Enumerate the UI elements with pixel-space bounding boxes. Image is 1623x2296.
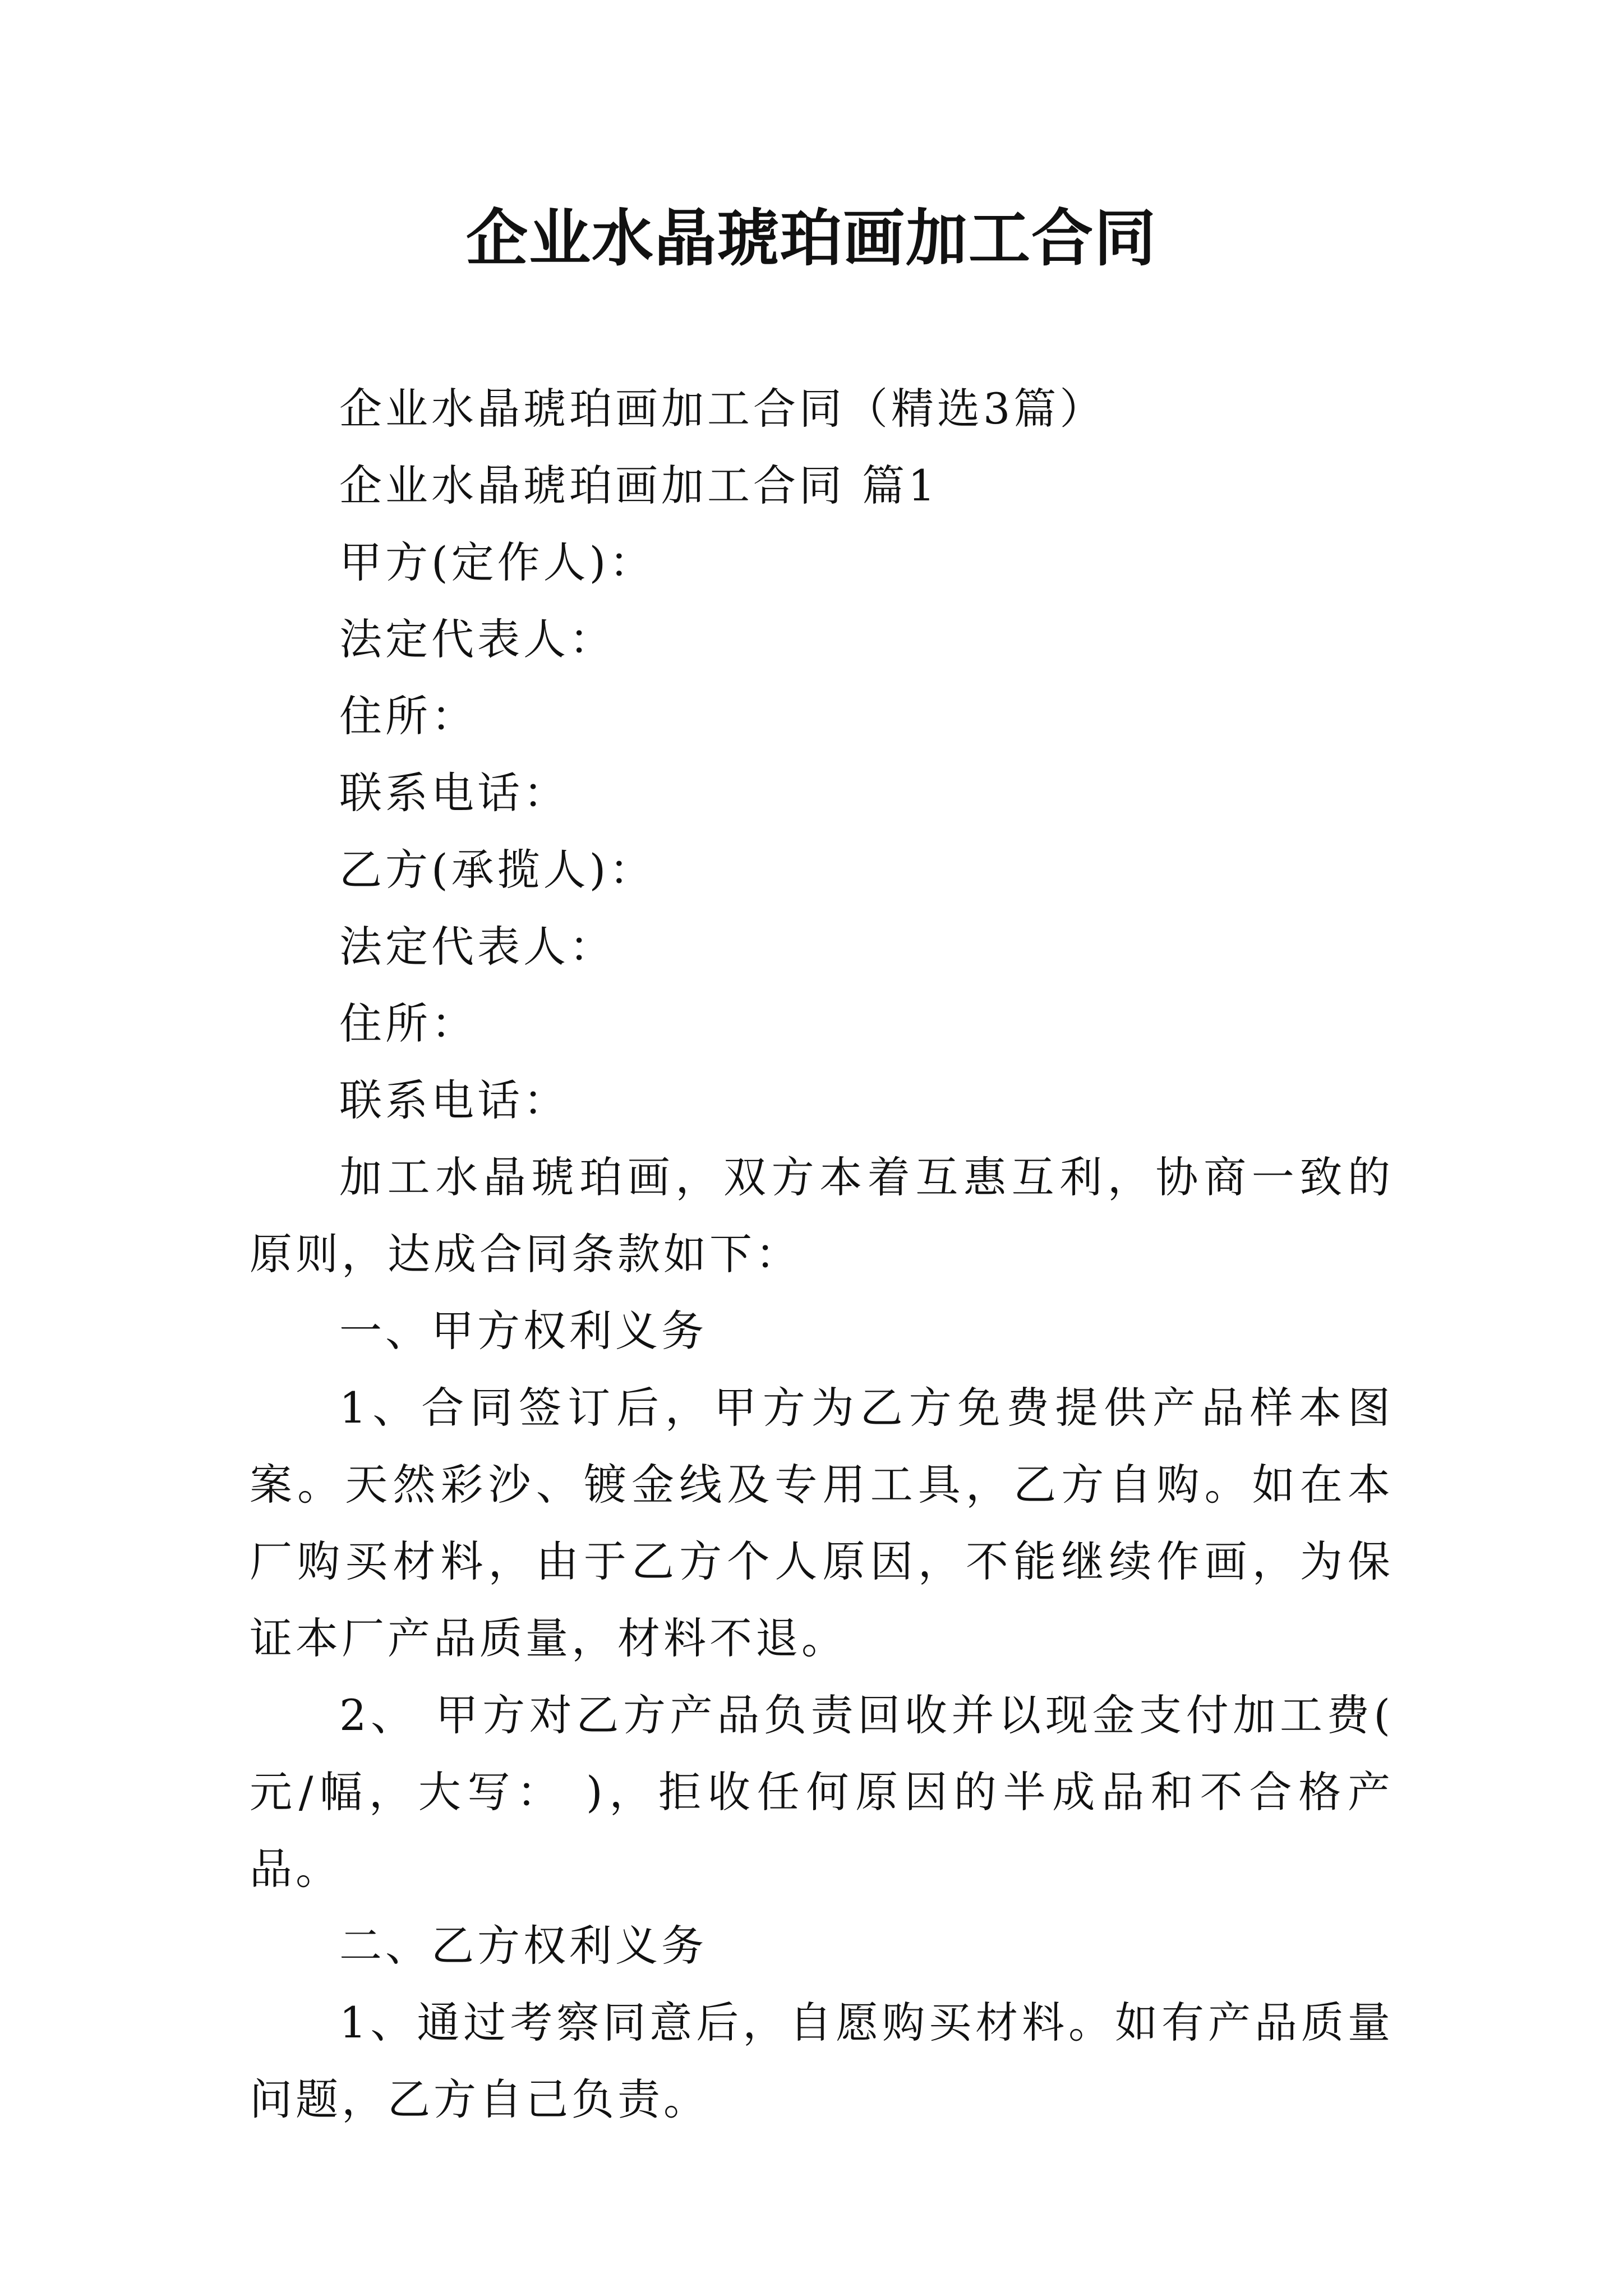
party-b-representative: 法定代表人：: [339, 922, 615, 972]
party-a-label: 甲方(定作人)：: [339, 537, 656, 587]
clause-a-1: 1、合同签订后，甲方为乙方免费提供产品样本图案。天然彩沙、镀金线及专用工具，乙方自购。如在本厂购买材料，由于乙方个人原因，不能继续作画，为保证本厂产品质量，材料不退。: [250, 1383, 1394, 1663]
party-a-phone: 联系电话：: [339, 768, 569, 818]
party-a-address: 住所：: [339, 691, 477, 741]
paragraph-part-heading: 企业水晶琥珀画加工合同 篇1: [339, 461, 939, 510]
party-b-phone: 联系电话：: [339, 1075, 569, 1125]
document-body: [250, 370, 1394, 2138]
section-heading-party-a: 一、甲方权利义务: [339, 1306, 707, 1356]
party-b-label: 乙方(承揽人)：: [339, 845, 656, 895]
party-a-representative: 法定代表人：: [339, 614, 615, 664]
party-b-address: 住所：: [339, 999, 477, 1048]
document-title: 企业水晶琥珀画加工合同: [466, 202, 1157, 274]
paragraph-collection-heading: 企业水晶琥珀画加工合同（精选3篇）: [339, 384, 1106, 434]
clause-b-1: 1、通过考察同意后，自愿购买材料。如有产品质量问题，乙方自己负责。: [250, 1998, 1394, 2124]
paragraph-preamble: 加工水晶琥珀画，双方本着互惠互利，协商一致的原则，达成合同条款如下：: [250, 1152, 1394, 1279]
clause-a-2: 2、 甲方对乙方产品负责回收并以现金支付加工费( 元/幅，大写： )，拒收任何原因的半成品和不合格产品。: [250, 1690, 1394, 1894]
section-heading-party-b: 二、乙方权利义务: [339, 1921, 707, 1971]
